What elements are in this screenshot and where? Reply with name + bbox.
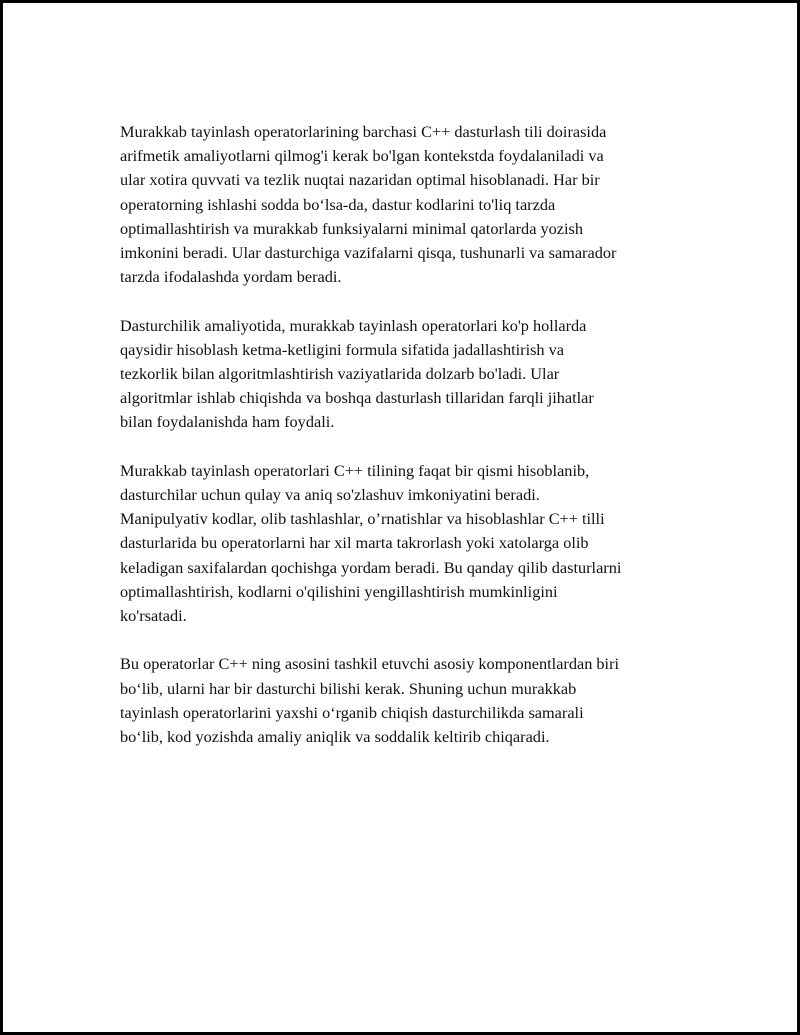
- text-line: optimallashtirish va murakkab funksiyalarni minimal qatorlarda yozish: [120, 218, 583, 238]
- text-line: optimallashtirish, kodlarni o'qilishini yengillashtirish mumkinligini: [120, 581, 558, 601]
- text-line: tayinlash operatorlarini yaxshi o‘rganib chiqish dasturchilikda samarali: [120, 702, 584, 722]
- paragraph-2: [120, 314, 700, 435]
- text-line: Manipulyativ kodlar, olib tashlashlar, o’rnatishlar va hisoblashlar C++ tilli: [120, 509, 605, 529]
- text-line: ular xotira quvvati va tezlik nuqtai nazaridan optimal hisoblanadi. Har bir: [120, 170, 600, 190]
- text-line: Murakkab tayinlash operatorlarining barchasi C++ dasturlash tili doirasida: [120, 122, 607, 141]
- text-line: arifmetik amaliyotlarni qilmog'i kerak bo'lgan kontekstda foydalaniladi va: [120, 146, 604, 166]
- document-body: [120, 120, 700, 773]
- text-line: bo‘lib, ularni har bir dasturchi bilishi kerak. Shuning uchun murakkab: [120, 678, 577, 698]
- text-line: bilan foydalanishda ham foydali.: [120, 412, 335, 432]
- text-line: bo‘lib, kod yozishda amaliy aniqlik va soddalik keltirib chiqaradi.: [120, 727, 550, 747]
- text-line: Dasturchilik amaliyotida, murakkab tayinlash operatorlari ko'p hollarda: [120, 315, 587, 335]
- text-line: dasturlarida bu operatorlarni har xil marta takrorlash yoki xatolarga olib: [120, 533, 589, 553]
- paragraph-3: [120, 459, 700, 628]
- text-line: algoritmlar ishlab chiqishda va boshqa dasturlash tillaridan farqli jihatlar: [120, 388, 594, 408]
- text-line: Bu operatorlar C++ ning asosini tashkil etuvchi asosiy komponentlardan biri: [120, 654, 620, 674]
- text-line: dasturchilar uchun qulay va aniq so'zlashuv imkoniyatini beradi.: [120, 485, 540, 505]
- paragraph-4: [120, 652, 700, 749]
- text-line: keladigan saxifalardan qochishga yordam beradi. Bu qanday qilib dasturlarni: [120, 557, 622, 577]
- text-line: Murakkab tayinlash operatorlari C++ tilining faqat bir qismi hisoblanib,: [120, 460, 590, 480]
- text-line: ko'rsatadi.: [120, 606, 187, 626]
- paragraph-1: [120, 120, 700, 289]
- text-line: tezkorlik bilan algoritmlashtirish vaziyatlarida dolzarb bo'ladi. Ular: [120, 364, 560, 384]
- text-line: operatorning ishlashi sodda bo‘lsa-da, dastur kodlarini to'liq tarzda: [120, 194, 556, 214]
- text-line: imkonini beradi. Ular dasturchiga vazifalarni qisqa, tushunarli va samarador: [120, 243, 617, 263]
- text-line: qaysidir hisoblash ketma-ketligini formula sifatida jadallashtirish va: [120, 339, 565, 359]
- text-line: tarzda ifodalashda yordam beradi.: [120, 267, 342, 287]
